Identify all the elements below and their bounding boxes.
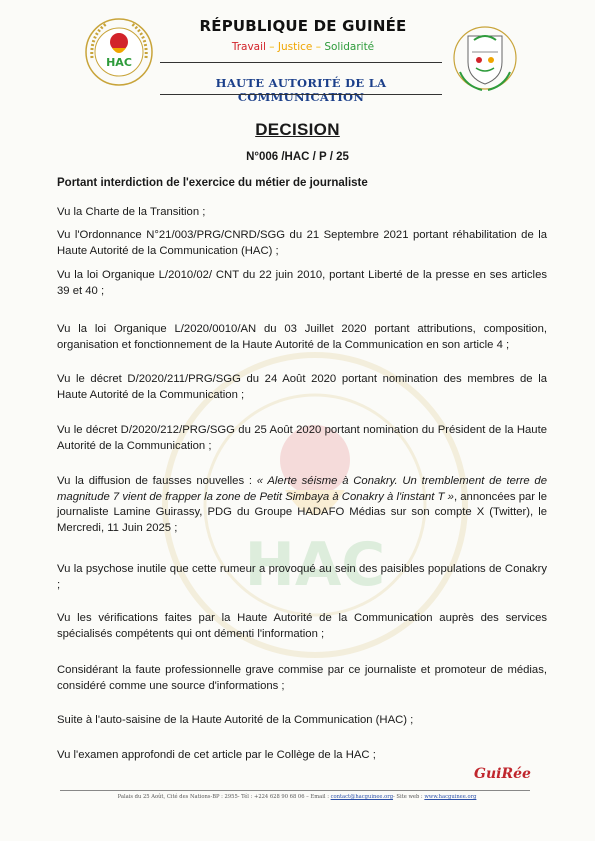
paragraph-psychose: Vu la psychose inutile que cette rumeur a provoqué au sein des paisibles populations de Conakry ; <box>57 563 547 591</box>
hac-logo-icon <box>82 14 156 90</box>
footer-site-label: - Site web : <box>393 794 425 800</box>
motto-word-travail: Travail <box>231 41 266 53</box>
paragraph-loi-organique: Vu la loi Organique L/2020/0010/AN du 03 Juillet 2020 portant attributions, composition, organisation et fonctionnement de la Haute Autorité de la Communication en son article 4 ; <box>57 323 547 351</box>
paragraph-ordonnance: Vu l'Ordonnance N°21/003/PRG/CNRD/SGG du 21 Septembre 2021 portant réhabilitation de la Haute Autorité de la Communication (HAC) ; <box>57 229 547 257</box>
header-divider-top <box>160 62 442 63</box>
motto-separator: – <box>265 41 278 53</box>
header-republic: RÉPUBLIQUE DE GUINÉE <box>199 17 407 35</box>
paragraph-loi-presse: Vu la loi Organique L/2010/02/ CNT du 22 juin 2010, portant Liberté de la presse en ses articles 39 et 40 ; <box>57 269 547 297</box>
svg-text:HAC: HAC <box>244 530 386 600</box>
fausses-nouvelles-tail: , annoncées par le journaliste Lamine Guirassy, PDG du Groupe HADAFO Médias sur son compte X (Twitter), le Mercredi, 11 Juin 2025 ; <box>57 490 547 534</box>
coat-of-arms-icon <box>452 22 518 94</box>
paragraph-charte: Vu la Charte de la Transition ; <box>57 206 206 218</box>
svg-text:GuiRée: GuiRée <box>474 766 531 782</box>
motto-separator: – <box>312 41 325 53</box>
document-subject: Portant interdiction de l'exercice du métier de journaliste <box>57 177 368 189</box>
document-number: N°006 /HAC / P / 25 <box>246 151 349 163</box>
paragraph-verifications: Vu les vérifications faites par la Haute Autorité de la Communication auprès des services spécialisés compétents qui ont démenti l'information ; <box>57 612 547 640</box>
motto-word-solidarite: Solidarité <box>324 41 375 53</box>
hac-logo-text: HAC <box>106 56 132 69</box>
fausses-nouvelles-lead: Vu la diffusion de fausses nouvelles : <box>57 475 257 487</box>
paragraph-decret-president: Vu le décret D/2020/212/PRG/SGG du 25 Août 2020 portant nomination du Président de la Haute Autorité de la Communication ; <box>57 424 547 452</box>
paragraph-auto-saisine: Suite à l'auto-saisine de la Haute Autorité de la Communication (HAC) ; <box>57 714 414 726</box>
motto-word-justice: Justice <box>277 41 313 53</box>
footer-divider <box>60 790 530 791</box>
footer-email-link[interactable]: contact@hacguinee.org <box>330 794 394 800</box>
paragraph-faute: Considérant la faute professionnelle grave commise par ce journaliste et promoteur de médias, considéré comme une source d'informations ; <box>57 664 547 692</box>
header-authority: HAUTE AUTORITÉ DE LA COMMUNICATION <box>215 76 387 104</box>
paragraph-examen: Vu l'examen approfondi de cet article par le Collège de la HAC ; <box>57 749 376 761</box>
footer-contact <box>52 794 542 800</box>
footer-site-link[interactable]: www.hacguinee.org <box>424 794 477 800</box>
footer-address: Palais du 25 Août, Cité des Nations-BP : 2955- Tél : +224 628 90 68 06 – Email : <box>117 794 331 800</box>
header-motto <box>165 41 441 53</box>
paragraph-decret-membres: Vu le décret D/2020/211/PRG/SGG du 24 Août 2020 portant nomination des membres de la Haute Autorité de la Communication ; <box>57 373 547 401</box>
header-divider-bottom <box>160 94 442 95</box>
fausses-nouvelles-quote: « Alerte séisme à Conakry. Un tremblement de terre de magnitude 7 vient de frapper la zone de Petit Simbaya à Conakry à l'instant T » <box>57 475 548 503</box>
signature <box>470 760 540 784</box>
document-title: DECISION <box>255 120 340 139</box>
paragraph-fausses-nouvelles <box>57 474 547 536</box>
